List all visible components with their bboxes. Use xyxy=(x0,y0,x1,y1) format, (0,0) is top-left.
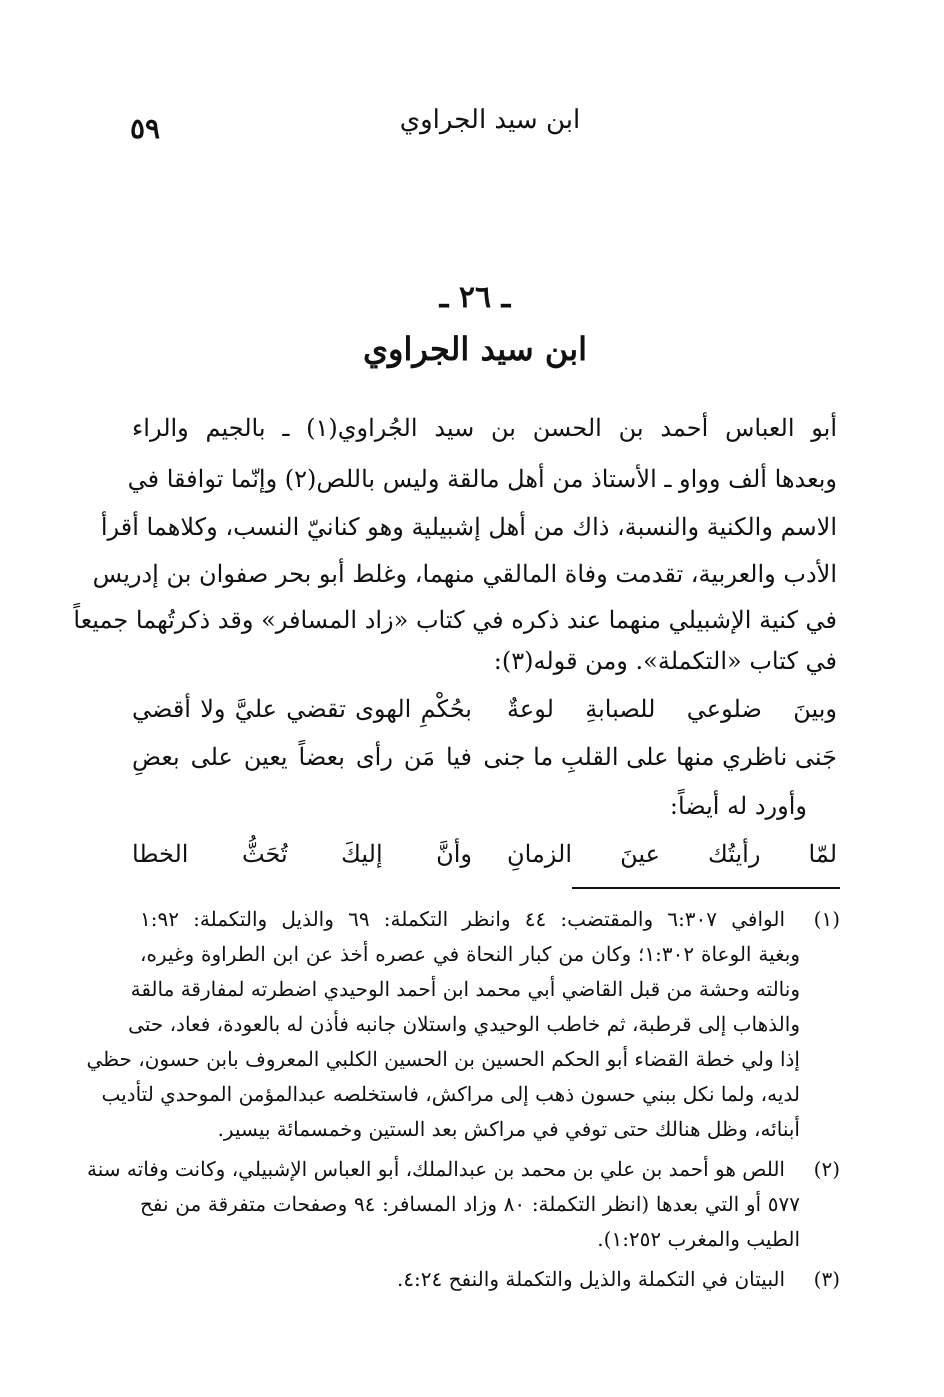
footnote-line: لديه، ولما نكل ببني حسون ذهب إلى مراكش، فاستخلصه عبدالمؤمن الموحدي لتأديب xyxy=(101,1082,800,1106)
body-line: الأدب والعربية، تقدمت وفاة المالقي منهما، وغلط أبو بحر صفوان بن إدريس xyxy=(92,560,837,588)
verse-second-hemistich: بحُكْمِ الهوى تقضي عليَّ ولا أقضي xyxy=(132,695,472,723)
footnote-line: وبغية الوعاة ١:٣٠٢؛ وكان من كبار النحاة في عصره أخذ عن ابن الطراوة وغيره، xyxy=(140,942,800,966)
verse-first-hemistich: جَنى ناظري منها على القلبِ ما جنى xyxy=(483,743,837,771)
footnote-divider xyxy=(572,887,840,889)
footnote-number: (٣) xyxy=(813,1267,840,1291)
verse-line xyxy=(132,743,837,783)
verse-intro: وأورد له أيضاً: xyxy=(669,792,807,820)
verse-line xyxy=(132,840,837,880)
body-line: في كنية الإشبيلي منهما عند ذكره في كتاب «زاد المسافر» وقد ذكرتُهما جميعاً xyxy=(73,606,837,634)
footnote-line: أبنائه، وظل هنالك حتى توفي في مراكش بعد الستين وخمسمائة بيسير. xyxy=(217,1117,800,1141)
footnote-line: البيتان في التكملة والذيل والتكملة والنفح ٤:٢٤. xyxy=(396,1267,785,1291)
footnote-number: (١) xyxy=(813,907,840,931)
footnote-number: (٢) xyxy=(813,1157,840,1181)
footnote-line: الوافي ٦:٣٠٧ والمقتضب: ٤٤ وانظر التكملة: ٦٩ والذيل والتكملة: ١:٩٢ xyxy=(140,907,786,931)
verse-first-hemistich: وبينَ ضلوعي للصبابةِ لوعةٌ xyxy=(507,695,837,723)
verse-second-hemistich: وأنَّ إليكَ تُحَثُّ الخطا xyxy=(132,840,472,868)
verse-line xyxy=(132,695,837,735)
footnote-line: ونالته وحشة من قبل القاضي أبي محمد ابن أحمد الوحيدي اضطرته لمفارقة مالقة xyxy=(130,977,800,1001)
footnote-line: الطيب والمغرب ١:٢٥٢). xyxy=(597,1227,800,1251)
body-line: أبو العباس أحمد بن الحسن بن سيد الجُراوي(١) ـ بالجيم والراء xyxy=(132,414,838,442)
footnote-line: اللص هو أحمد بن علي بن محمد بن عبدالملك، أبو العباس الإشبيلي، وكانت وفاته سنة xyxy=(87,1157,785,1181)
entry-title: ابن سيد الجراوي xyxy=(362,330,588,368)
entry-number: ـ ٢٦ ـ xyxy=(439,280,511,315)
body-line: وبعدها ألف وواو ـ الأستاذ من أهل مالقة وليس باللص(٢) وإنّما توافقا في xyxy=(127,465,837,493)
verse-first-hemistich: لمّا رأيتُك عينَ الزمانِ xyxy=(507,840,837,868)
footnote-line: ٥٧٧ أو التي بعدها (انظر التكملة: ٨٠ وزاد المسافر: ٩٤ وصفحات متفرقة من نفح xyxy=(140,1192,801,1216)
footnote-line: والذهاب إلى قرطبة، ثم خاطب الوحيدي واستلان جانبه فأذن له بالعودة، فعاد، حتى xyxy=(128,1012,800,1036)
page-number: ٥٩ xyxy=(130,112,161,145)
footnote-line: إذا ولي خطة القضاء أبو الحكم الحسين بن الحسين الكلبي المعروف بابن حسون، حظي xyxy=(86,1047,800,1071)
body-line: الاسم والكنية والنسبة، ذاك من أهل إشبيلية وهو كنانيّ النسب، وكلاهما أقرأ xyxy=(100,513,837,541)
verse-second-hemistich: فيا مَن رأى بعضاً يعين على بعضِ xyxy=(132,743,472,771)
body-line: في كتاب «التكملة». ومن قوله(٣): xyxy=(493,647,837,675)
running-title: ابن سيد الجراوي xyxy=(399,105,581,135)
